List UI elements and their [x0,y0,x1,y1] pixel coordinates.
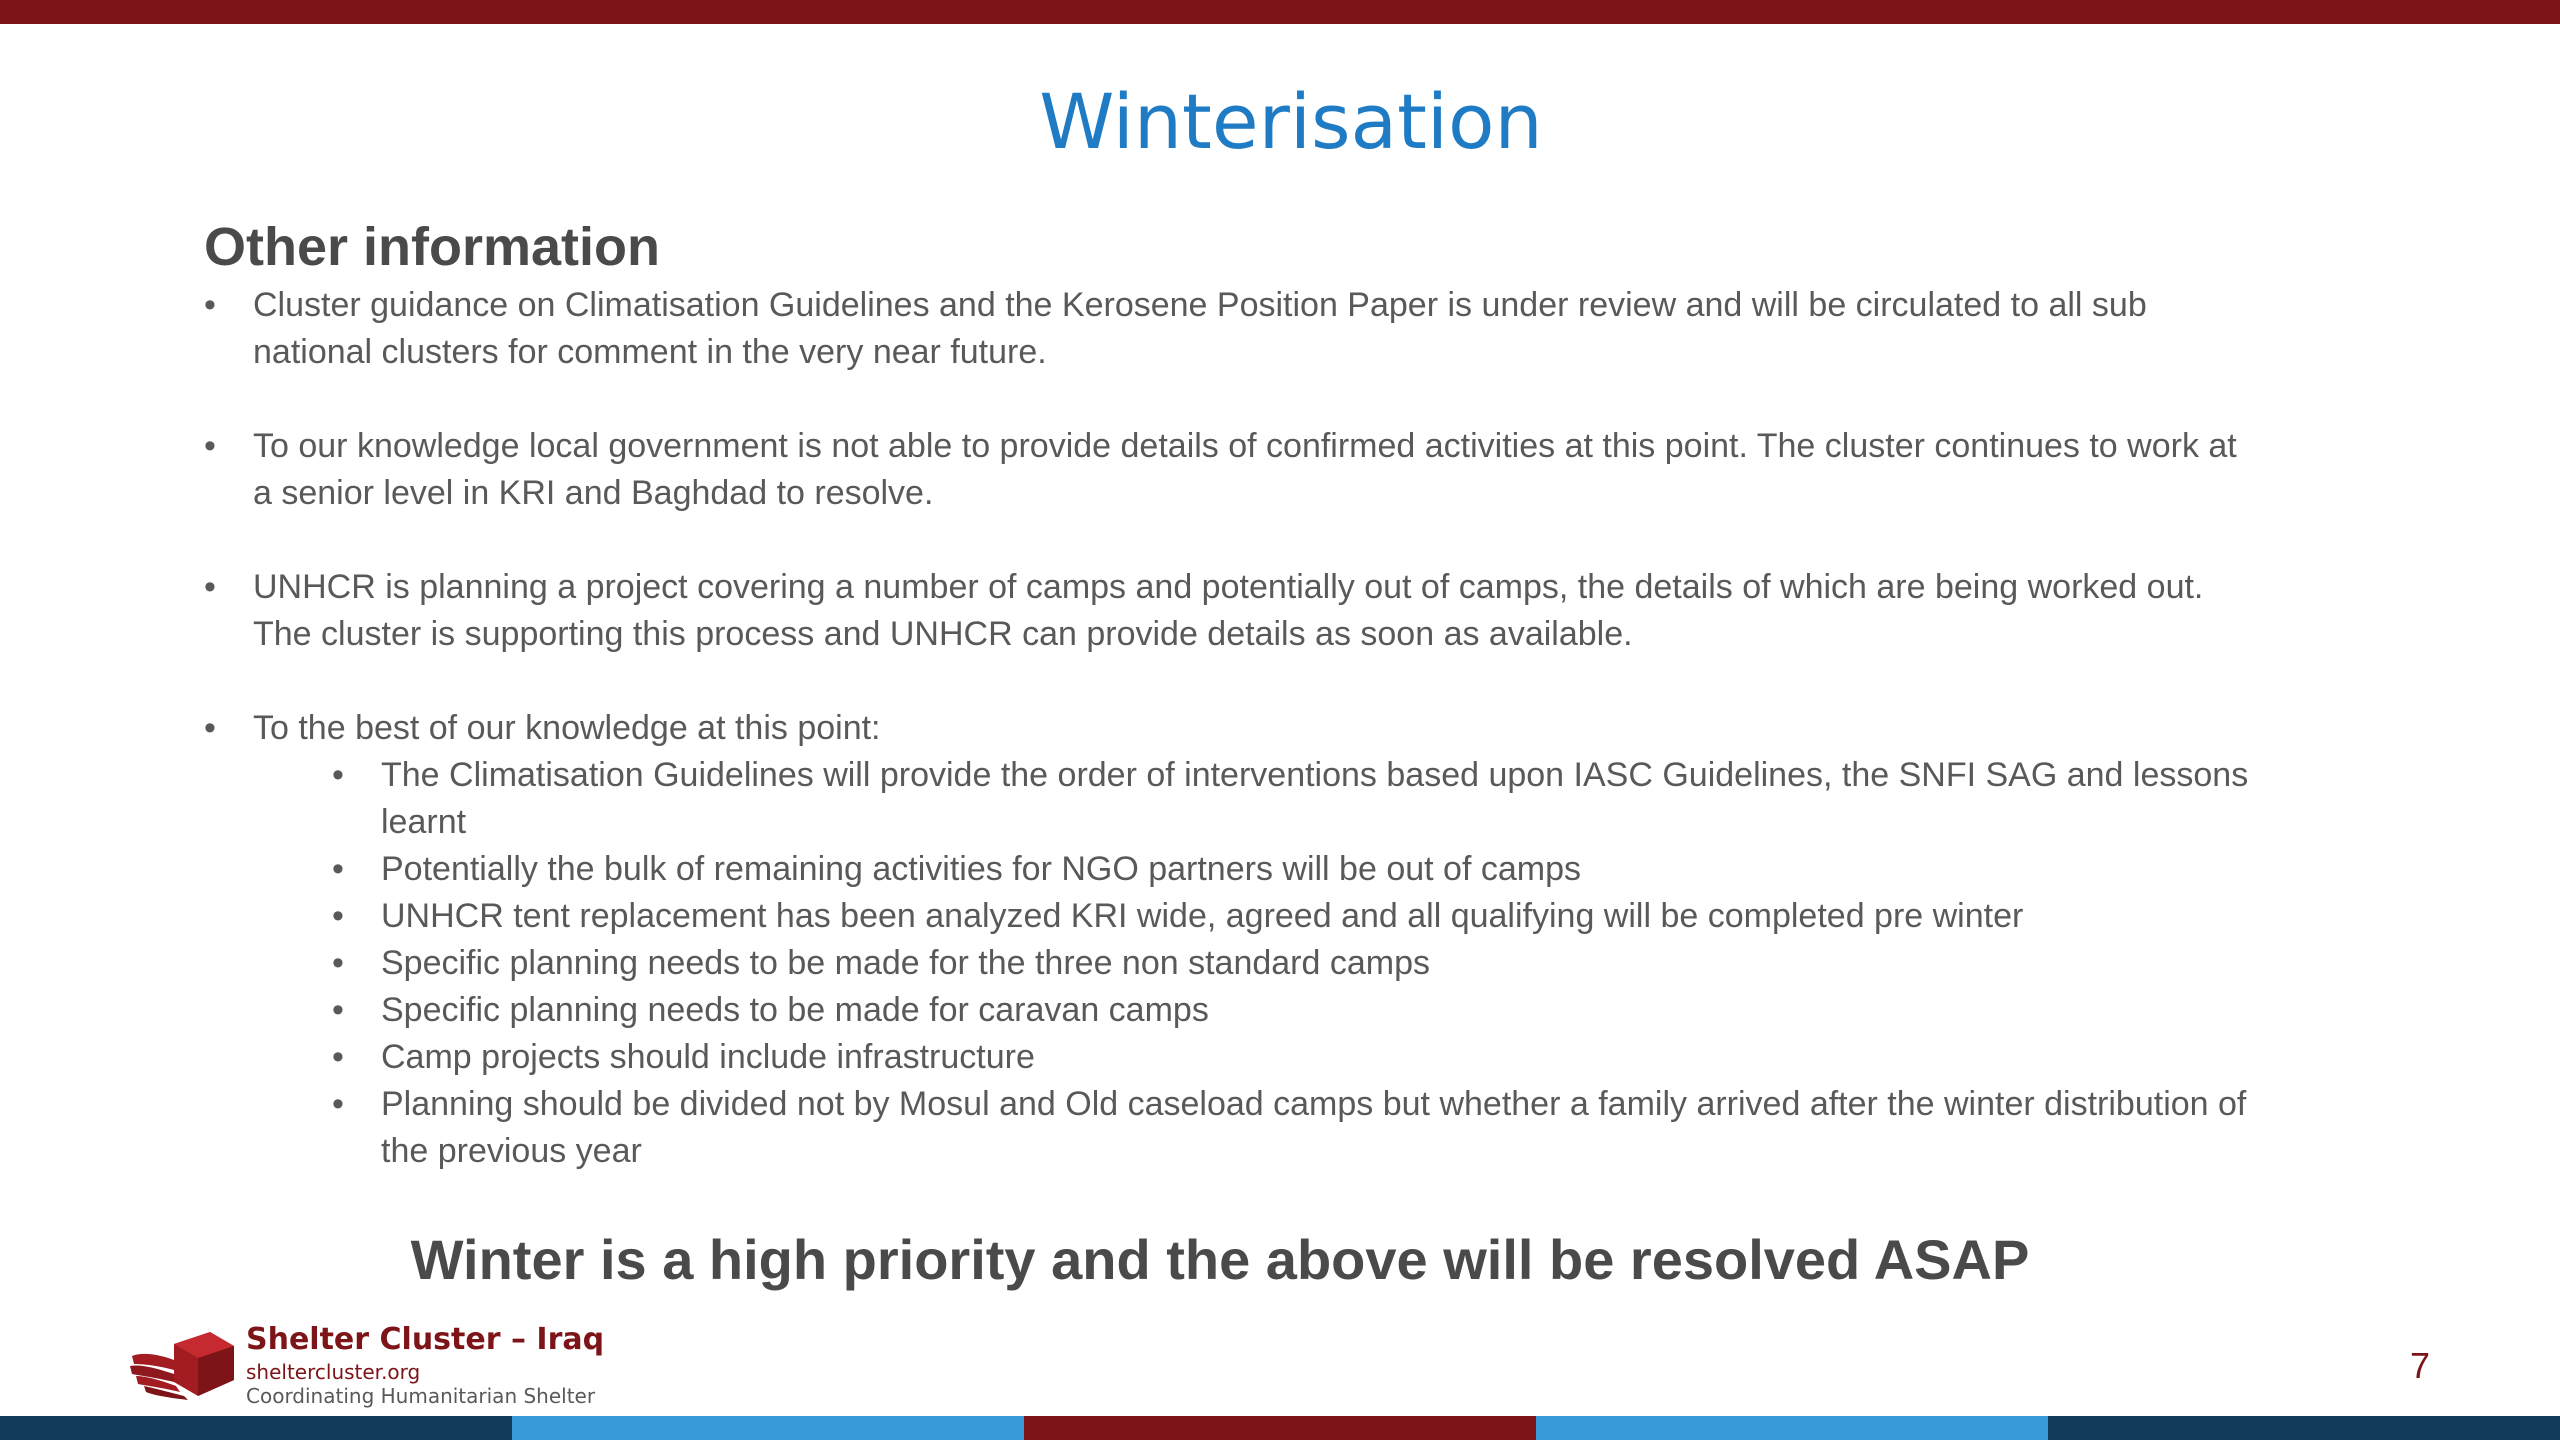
bullet-item: • UNHCR is planning a project covering a number of camps and potentially out of camps, the details of which are being worked out. The cluster is supporting this process and UNHCR can provide details as soon as available. [204,564,2264,658]
sub-bullet-list [204,752,2264,1175]
bullet-item: • To our knowledge local government is not able to provide details of confirmed activities at this point. The cluster continues to work at a senior level in KRI and Baghdad to resolve. [204,423,2264,517]
logo-name: Shelter Cluster – Iraq [246,1322,605,1357]
sub-bullet-item: • Camp projects should include infrastructure [332,1034,2264,1081]
bottom-bar-segment [1024,1416,1536,1440]
bullet-list [204,282,2264,1175]
sub-bullet-item: • Specific planning needs to be made for caravan camps [332,987,2264,1034]
sub-bullet-item: • Specific planning needs to be made for the three non standard camps [332,940,2264,987]
slide-title: Winterisation [1039,77,1543,166]
bottom-bar-segment [0,1416,512,1440]
bullet-item: • To the best of our knowledge at this point: [204,705,2264,752]
page-number: 7 [2409,1345,2430,1386]
shelter-cluster-logo [128,1322,648,1412]
bottom-bar-segment [2048,1416,2560,1440]
sub-bullet-item: • Planning should be divided not by Mosul and Old caseload camps but whether a family arrived after the winter distribution of the previous year [332,1081,2264,1175]
sub-bullet-item: • The Climatisation Guidelines will provide the order of interventions based upon IASC Guidelines, the SNFI SAG and lessons learnt [332,752,2264,846]
section-heading: Other information [204,217,660,277]
logo-tagline: Coordinating Humanitarian Shelter [246,1384,596,1408]
sub-bullet-item: • UNHCR tent replacement has been analyzed KRI wide, agreed and all qualifying will be completed pre winter [332,893,2264,940]
bottom-bar-segment [1536,1416,2048,1440]
sub-bullet-item: • Potentially the bulk of remaining activities for NGO partners will be out of camps [332,846,2264,893]
top-accent-bar [0,0,2560,24]
bottom-bar-segment [512,1416,1024,1440]
logo-url: sheltercluster.org [246,1360,421,1384]
priority-statement: Winter is a high priority and the above will be resolved ASAP [410,1228,2030,1291]
bottom-accent-bar [0,1416,2560,1440]
bullet-item: • Cluster guidance on Climatisation Guidelines and the Kerosene Position Paper is under review and will be circulated to all sub national clusters for comment in the very near future. [204,282,2264,376]
hands-house-icon [128,1330,238,1400]
